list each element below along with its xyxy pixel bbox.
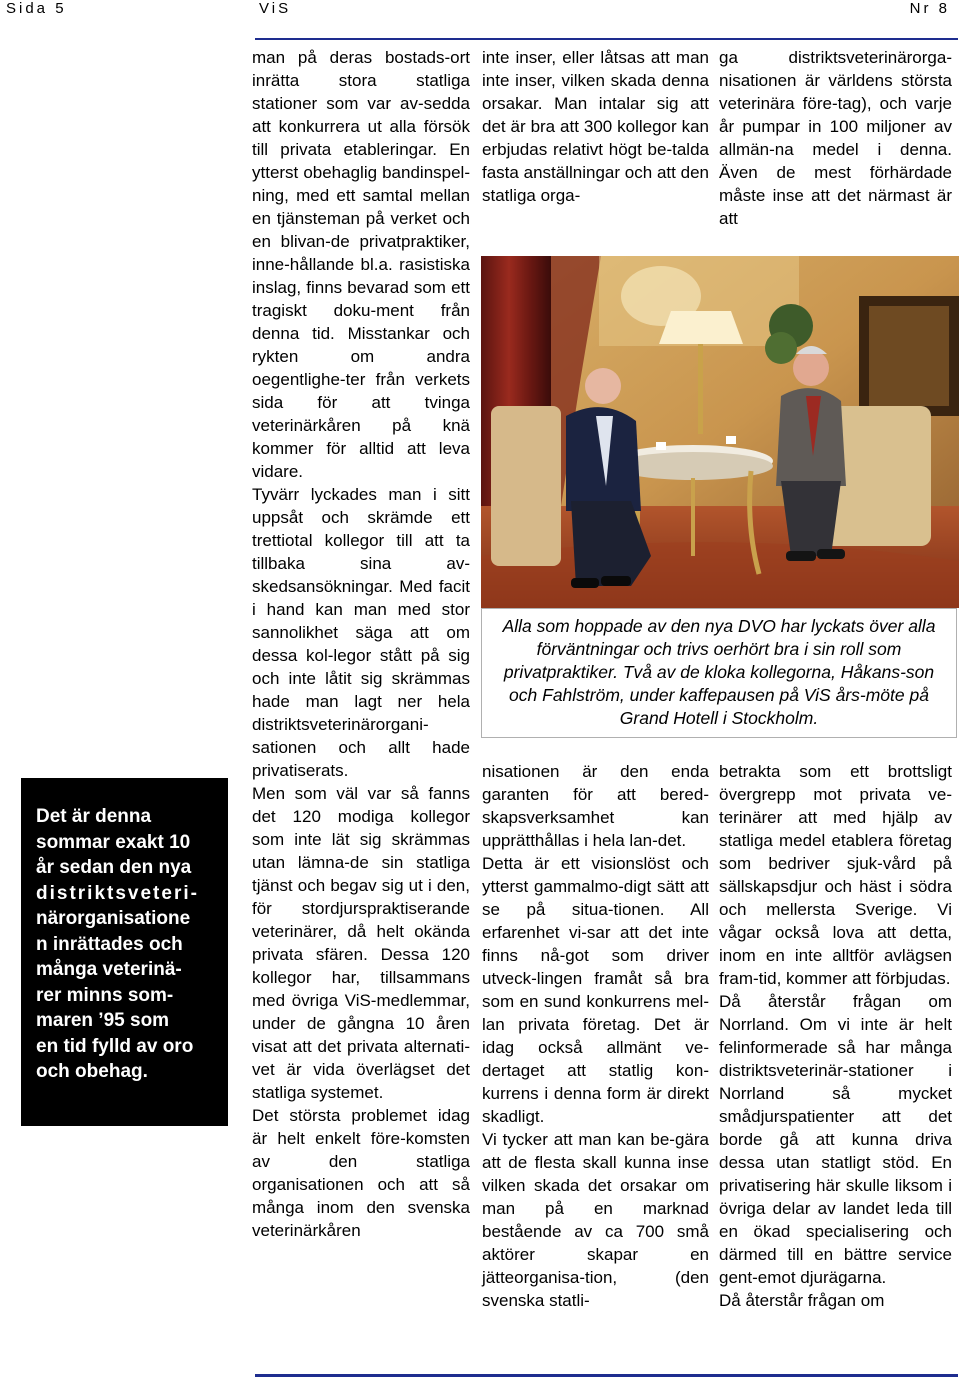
paragraph: inte inser, eller låtsas att man inte inser, vilken skada denna orsakar. Man intalar sig att det är bra att 300 kollegor kan erbjudas relativt högt be-talda fasta anställningar och att den statliga orga- — [482, 48, 709, 205]
paragraph: Då återstår frågan om Norrland. Om vi inte är helt felinformerade så har många distriktsveterinär-stationer i Norrland så mycket smådjurspatienter att det borde gå att kunna driva dessa utan statligt stöd. En privatisering här skulle liksom i övriga delar av landet leda till en ökad specialisering och därmed till en bättre service gent-emot djurägarna. — [719, 992, 952, 1287]
header-rule — [255, 38, 958, 40]
paragraph: betrakta som ett brottsligt övergrepp mot privata ve-terinärer att med hjälp av statliga medel etablera företag som bedriver sjuk-vård på sällskapsdjur och häst i södra och mellersta Sverige. Vi vågar också lova att detta, inom en inte alltför avlägsen fram-tid, kommer att förbjudas. — [719, 762, 952, 988]
callout-line: närorganisatione — [36, 908, 191, 929]
photo-caption-box — [481, 608, 957, 738]
paragraph: Tyvärr lyckades man i sitt uppsåt och skrämde ett trettiotal kollegor till att ta tillbaka sina av-skedsansökningar. Med facit i hand kan man med stor sannolikhet säga att om dessa kol-legor stått på sig och inte låtit sig skrämmas hade man lagt ner hela distriktsveterinärorgani-sationen och allt hade privatiserats. — [252, 485, 470, 780]
meeting-photo-illustration — [481, 256, 959, 608]
paragraph: Men som väl var så fanns det 120 modiga kollegor som inte lät sig skrämmas utan lämna-de sin statliga tjänst och begav sig ut i den, för stordjurspraktiserande veterinärer, då helt okända privata sfären. Dessa 120 kollegor har, tillsammans med övriga ViS-medlemmar, under de gångna 10 åren visat att det privata alternati-vet är vida överlägset det statliga systemet. — [252, 784, 470, 1102]
paragraph: man på deras bostads-ort inrätta stora statliga stationer som var av-sedda att konkurrera ut alla försök till privata etableringar. En ytterst obehaglig bandinspel-ning, med ett samtal mellan en tjänsteman på verket och en blivan-de privatpraktiker, inne-hållande bl.a. rasistiska inslag, finns bevarad som ett tragiskt doku-ment från denna tid. Misstankar och rykten om andra oegentlighe-ter från verkets sida för att tvinga veterinärkåren på knä kommer för alltid att leva vidare. — [252, 48, 470, 481]
publication-name: ViS — [259, 0, 292, 17]
issue-number: Nr 8 — [909, 0, 950, 17]
photo — [481, 256, 959, 608]
callout-line: rer minns som- — [36, 984, 174, 1006]
callout-line: n inrättades och — [36, 933, 183, 955]
page-number: Sida 5 — [6, 0, 67, 17]
callout-line: och obehag. — [36, 1061, 148, 1082]
callout-line: maren ’95 som — [36, 1010, 170, 1031]
paragraph: nisationen är den enda garanten för att bered-skapsverksamhet kan upprätthållas i hela lan-det. — [482, 762, 709, 850]
callout-text — [36, 804, 218, 1085]
callout-line: en tid fylld av oro — [36, 1035, 194, 1057]
footer-rule — [255, 1374, 958, 1377]
article-column-3-top — [719, 46, 952, 230]
article-column-3-bottom — [719, 760, 952, 1312]
paragraph: Då återstår frågan om — [719, 1291, 885, 1310]
callout-line: sommar exakt 10 — [36, 831, 191, 853]
article-column-1 — [252, 46, 470, 1242]
callout-line: år sedan den nya — [36, 857, 192, 878]
photo-caption: Alla som hoppade av den nya DVO har lyckats över alla förväntningar och trivs oerhört bra i sin roll som privatpraktiker. Två av de kloka kollegorna, Håkans-son och Fahlström, under kaffepausen på ViS års-möte på Grand Hotell i Stockholm. — [502, 616, 936, 728]
callout-line: Det är denna — [36, 806, 152, 827]
callout-line: många veterinä- — [36, 959, 182, 980]
article-column-2-bottom — [482, 760, 709, 1312]
paragraph: Det största problemet idag är helt enkelt före-komsten av den statliga organisationen och att så många inom den svenska veterinärkåren — [252, 1106, 470, 1240]
paragraph: Detta är ett visionslöst och ytterst gammalmo-digt sätt att se på situa-tionen. All erfarenhet vi-sar att det inte finns nå-got som driver utveck-lingen framåt så bra som en sund konkurrens mel-lan privata företag. Det är idag också allmänt ve-dertaget att statlig kon-kurrens i denna form är direkt skadligt. — [482, 854, 709, 1126]
paragraph: ga distriktsveterinärorga-nisationen är världens största veterinära före-tag), och varje år pumpar in 100 miljoner av allmän-na medel i denna. Även de mest förhärdade måste inse att det närmast är att — [719, 48, 952, 228]
sidebar-callout — [21, 778, 228, 1126]
article-column-2-top — [482, 46, 709, 207]
paragraph: Vi tycker att man kan be-gära att de flesta skall kunna inse vilken skada det orsakar om man på en marknad bestående av ca 700 små aktörer skapar en jätteorganisa-tion, (den svenska statli- — [482, 1130, 709, 1310]
callout-line: distriktsveteri- — [36, 882, 199, 904]
